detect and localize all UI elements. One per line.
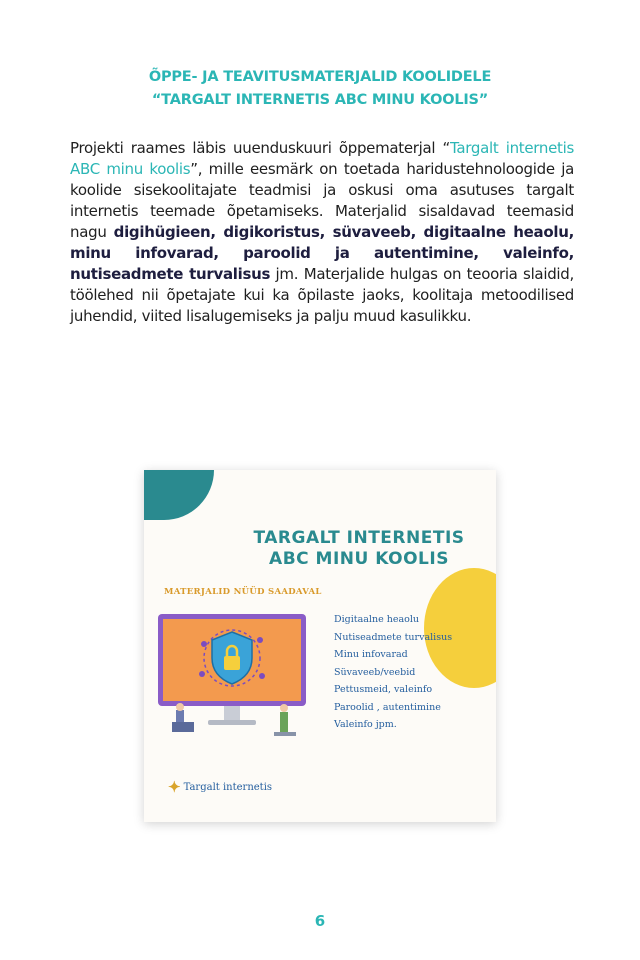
heading-line-1: ÕPPE- JA TEAVITUSMATERJALID KOOLIDELE: [148, 69, 492, 85]
person-head-icon: [176, 703, 184, 711]
person-icon: [176, 710, 184, 722]
person-head-icon: [280, 704, 288, 712]
monitor-base: [208, 720, 256, 725]
node-icon: [257, 637, 263, 643]
card-subtitle: MATERJALID NÜÜD SAADAVAL: [164, 587, 322, 597]
monitor-neck: [224, 706, 240, 722]
teal-corner-shape: [144, 470, 214, 520]
page-heading: [60, 66, 580, 112]
topic-item: Digitaalne heaolu: [334, 614, 419, 625]
intro-text-2: ”, mille eesmärk on toetada haridustehnoloogide ja koolide sisekoolitajate teadmisi ja oskusi oma asutuses targalt internetis teemade õpetamiseks. Materjalid sisaldavad teemasid nagu: [70, 160, 574, 241]
topics-bold: digihügieen, digikoristus, süvaveeb, digitaalne heaolu, minu infovarad, paroolid ja autentimine, valeinfo, nutiseadmete turvalisus: [70, 223, 574, 283]
lock-icon: [224, 656, 240, 670]
topic-item: Minu infovarad: [334, 649, 408, 660]
material-link[interactable]: Targalt internetis ABC minu koolis: [70, 139, 574, 178]
logo-text: Targalt internetis: [183, 781, 273, 793]
card-title-line-1: TARGALT INTERNETIS: [253, 528, 465, 548]
desk-icon: [274, 732, 296, 736]
card-title: [234, 528, 484, 570]
card-title-line-2: ABC MINU KOOLIS: [269, 549, 449, 569]
heading-line-2: “TARGALT INTERNETIS ABC MINU KOOLIS”: [151, 92, 489, 108]
security-monitor-illustration: [154, 610, 324, 750]
intro-text-3: jm. Materjalide hulgas on teooria slaidid, töölehed nii õpetajate kui ka õpilaste jaoks, koolitaja metoodilised juhendid, viited lisalugemiseks ja palju muud kasulikku.: [70, 265, 574, 325]
node-icon: [199, 671, 205, 677]
topic-list: [334, 614, 484, 737]
intro-paragraph: [70, 138, 574, 327]
topic-item: Süvaveeb/veebid: [334, 666, 416, 678]
targalt-internetis-logo: [168, 778, 272, 796]
person-icon: [280, 712, 288, 732]
promo-card: [144, 470, 496, 822]
topic-item: Pettusmeid, valeinfo: [334, 684, 433, 695]
node-icon: [201, 641, 207, 647]
logo-mark-icon: ✦: [168, 778, 181, 796]
desk-item-icon: [172, 722, 194, 732]
intro-text-1: Projekti raames läbis uuenduskuuri õppematerjal “: [70, 139, 451, 157]
topic-item: Paroolid , autentimine: [334, 701, 441, 713]
topic-item: Nutiseadmete turvalisus: [334, 631, 453, 643]
page-number: 6: [314, 912, 326, 930]
node-icon: [259, 673, 265, 679]
topic-item: Valeinfo jpm.: [334, 719, 397, 730]
